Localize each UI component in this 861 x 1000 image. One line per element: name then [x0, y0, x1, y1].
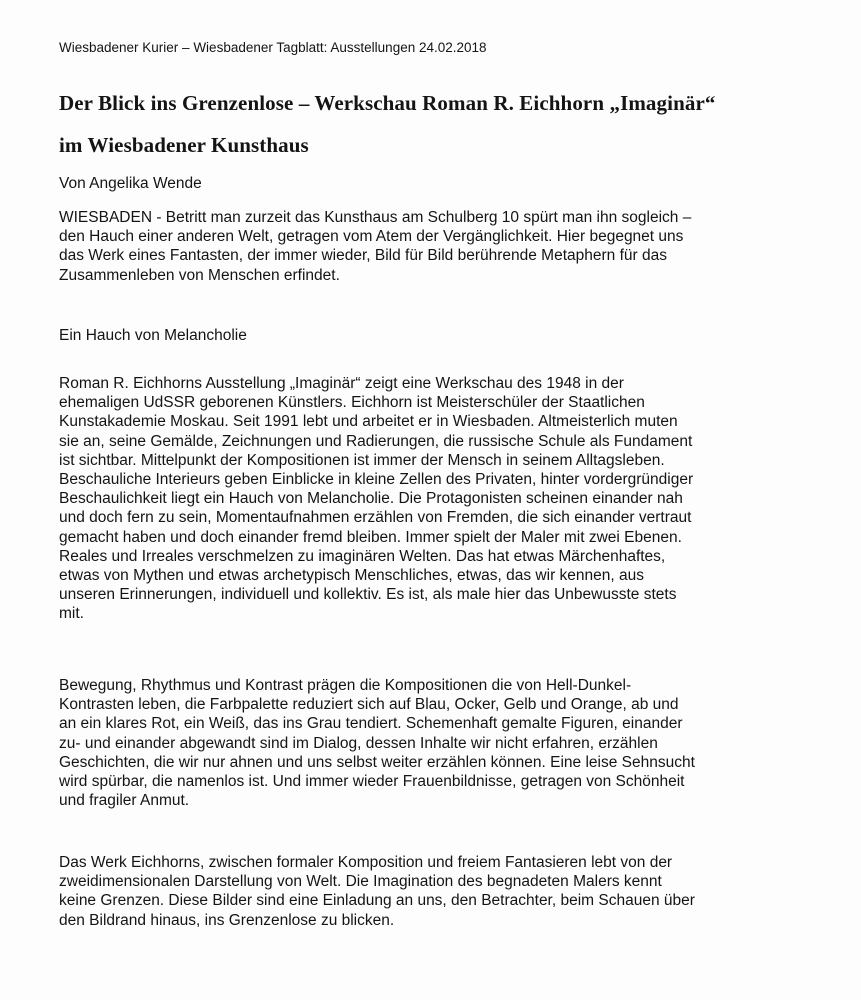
text-line: Geschichten, die wir nur ahnen und uns selbst weiter erzählen können. Eine leise Sehnsucht — [59, 753, 695, 771]
headline-line-2: im Wiesbadener Kunsthaus — [59, 133, 309, 157]
headline-line-1: Der Blick ins Grenzenlose – Werkschau Roman R. Eichhorn „Imaginär“ — [59, 91, 716, 115]
text-line: sie an, seine Gemälde, Zeichnungen und Radierungen, die russische Schule als Fundament — [59, 432, 693, 450]
text-line: zu- und einander abgewandt sind im Dialog, dessen Inhalte wir nicht erfahren, erzählen — [59, 734, 658, 752]
text-line: etwas von Mythen und etwas archetypisch Menschliches, etwas, das wir kennen, aus — [59, 567, 644, 585]
text-line: Kontrasten leben, die Farbpalette reduziert sich auf Blau, Ocker, Gelb und Orange, ab und — [59, 696, 679, 714]
text-line: Roman R. Eichhorns Ausstellung „Imaginär“ zeigt eine Werkschau des 1948 in der — [59, 375, 624, 392]
text-line: an ein klares Rot, ein Weiß, das ins Grau tendiert. Schemenhaft gemalte Figuren, einander — [59, 715, 683, 733]
text-line: Das Werk Eichhorns, zwischen formaler Komposition und freiem Fantasieren lebt von der — [59, 854, 673, 871]
text-line: unseren Erinnerungen, individuell und kollektiv. Es ist, als male hier das Unbewusste stets — [59, 586, 677, 604]
text-line: Reales und Irreales verschmelzen zu imaginären Welten. Das hat etwas Märchenhaftes, — [59, 547, 666, 565]
text-line: Beschauliche Interieurs geben Einblicke in kleine Zellen des Privaten, hinter vordergründiger — [59, 471, 694, 489]
text-line: Beschaulichkeit liegt ein Hauch von Melancholie. Die Protagonisten scheinen einander nah — [59, 490, 683, 508]
text-line: gemacht haben und doch einander fremd bleiben. Immer spielt der Maler mit zwei Ebenen. — [59, 528, 682, 546]
text-line: zweidimensionalen Darstellung von Welt. Die Imagination des begnadeten Malers kennt — [59, 873, 662, 891]
text-line: Bewegung, Rhythmus und Kontrast prägen die Kompositionen die von Hell-Dunkel- — [59, 677, 632, 694]
text-line: den Hauch einer anderen Welt, getragen vom Atem der Vergänglichkeit. Hier begegnet uns — [59, 228, 684, 246]
text-line: und doch fern zu sein, Momentaufnahmen erzählen von Fremden, die sich einander vertraut — [59, 509, 692, 527]
subheading: Ein Hauch von Melancholie — [59, 327, 247, 344]
text-line: den Bildrand hinaus, ins Grenzenlose zu blicken. — [59, 911, 395, 929]
text-line: ehemaligen UdSSR geborenen Künstlers. Eichhorn ist Meisterschüler der Staatlichen — [59, 394, 645, 412]
source-line: Wiesbadener Kurier – Wiesbadener Tagblatt: Ausstellungen 24.02.2018 — [59, 40, 487, 55]
text-line: Zusammenleben von Menschen erfindet. — [59, 266, 340, 284]
paragraph-2 — [59, 374, 849, 624]
text-line: WIESBADEN - Betritt man zurzeit das Kunsthaus am Schulberg 10 spürt man ihn sogleich – — [59, 209, 692, 226]
text-line: keine Grenzen. Diese Bilder sind eine Einladung an uns, den Betrachter, beim Schauen über — [59, 892, 695, 910]
text-line: mit. — [59, 605, 84, 623]
paragraph-3 — [59, 676, 849, 810]
text-line: das Werk eines Fantasten, der immer wieder, Bild für Bild berührende Metaphern für das — [59, 247, 667, 265]
paragraph-1 — [59, 208, 849, 285]
text-line: ist sichtbar. Mittelpunkt der Kompositionen ist immer der Mensch in seinem Alltagsleben. — [59, 451, 665, 469]
byline: Von Angelika Wende — [59, 175, 202, 192]
text-line: wird spürbar, die namenlos ist. Und immer wieder Frauenbildnisse, getragen von Schönheit — [59, 773, 685, 791]
text-line: und fragiler Anmut. — [59, 792, 190, 810]
text-line: Kunstakademie Moskau. Seit 1991 lebt und arbeitet er in Wiesbaden. Altmeisterlich muten — [59, 413, 678, 431]
paragraph-4 — [59, 853, 849, 930]
